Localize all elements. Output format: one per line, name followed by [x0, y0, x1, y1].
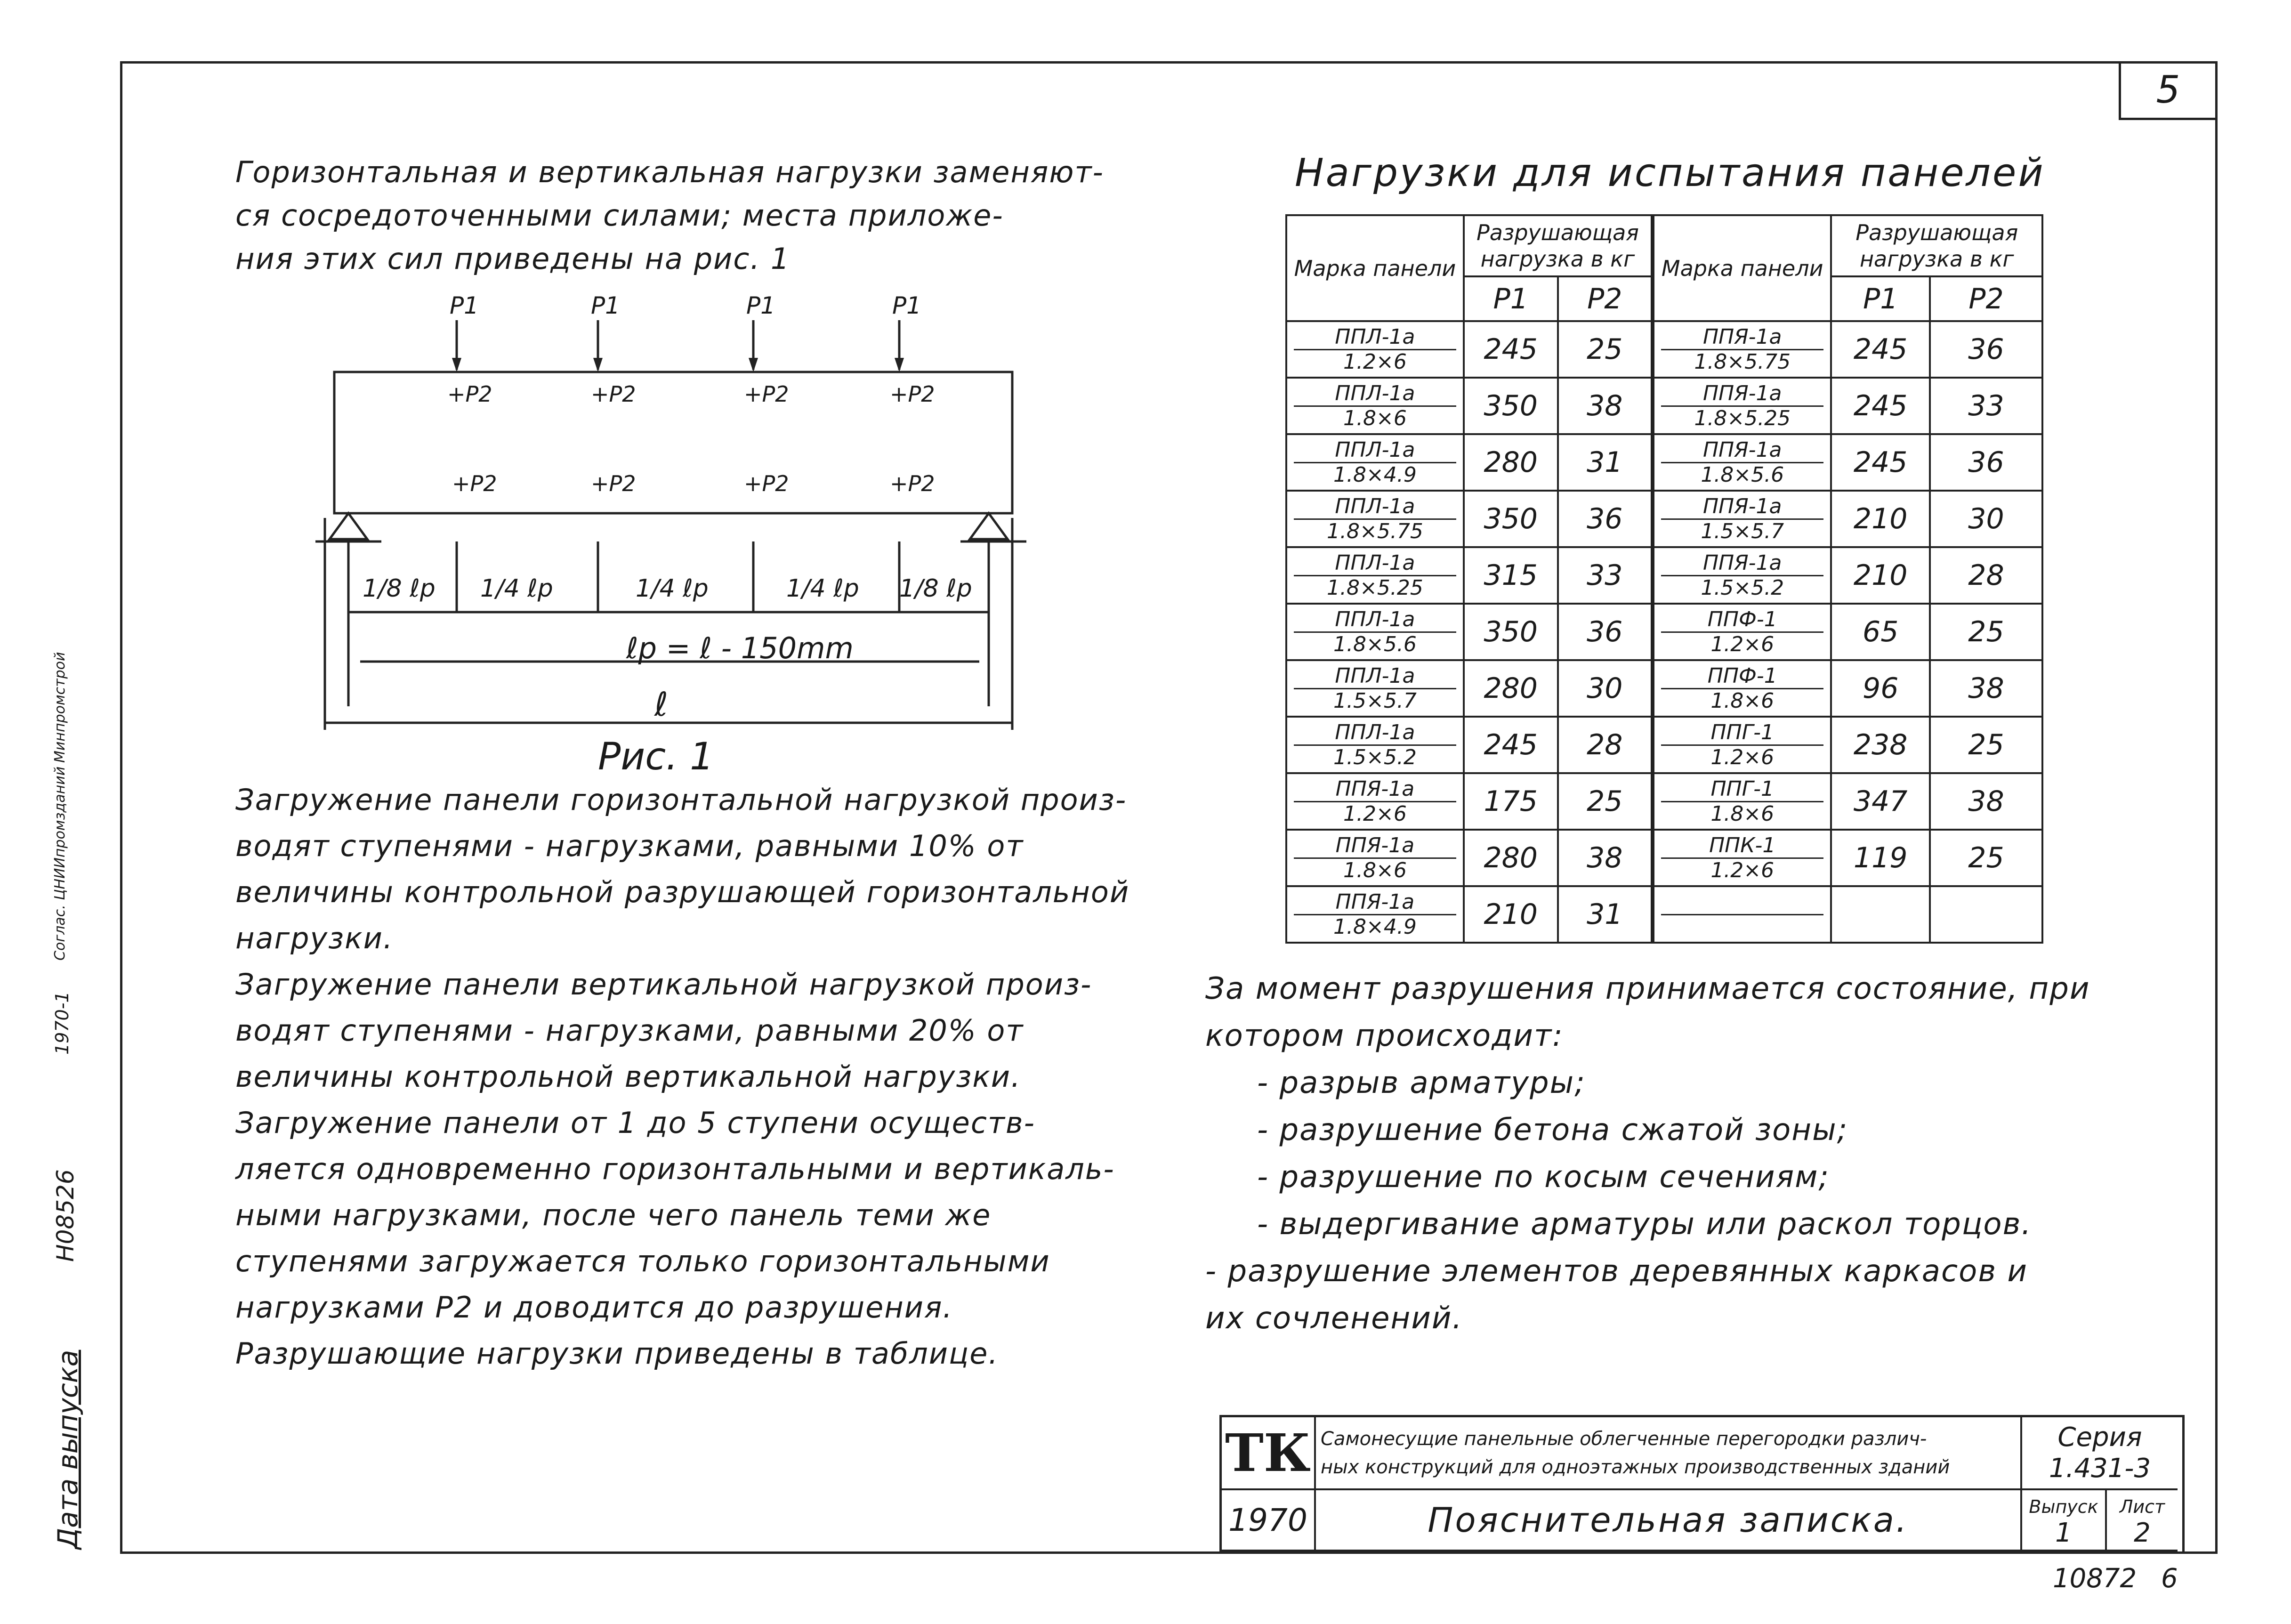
series-value: 1.431-3 [2049, 1453, 2151, 1484]
arrowhead-2 [593, 358, 603, 372]
load-p2-cell: 31 [1558, 886, 1652, 943]
table-row [1286, 660, 1652, 717]
stamp-title-line: Самонесущие панельные облегченные перегородки различ- [1321, 1428, 1927, 1450]
panel-mark-cell [1286, 886, 1464, 943]
panel-mark: ППК-1 [1661, 834, 1823, 859]
load-p2-cell: 25 [1930, 717, 2042, 773]
panel-mark-cell [1654, 491, 1831, 547]
panel-size: 1.8×4.9 [1333, 914, 1417, 939]
issue-value: 1 [2055, 1518, 2072, 1548]
stamp-issue [2022, 1490, 2107, 1551]
panel-mark: ППФ-1 [1661, 608, 1823, 633]
panel-size: 1.2×6 [1343, 349, 1407, 374]
approval-note-a: Соглас. ЦНИИпромзданий [52, 766, 68, 961]
table-row [1654, 547, 2042, 604]
table-row [1654, 321, 2042, 378]
procedure-line: Разрушающие нагрузки приведены в таблице. [235, 1336, 999, 1371]
panel-mark: ППЯ-1а [1661, 551, 1823, 576]
panel-mark: ППЛ-1а [1294, 382, 1456, 407]
table-row [1286, 830, 1652, 886]
lp-dimension-label: ℓp = ℓ - 150mm [626, 631, 854, 665]
table-row [1286, 547, 1652, 604]
panel-size: 1.5×5.2 [1333, 745, 1417, 769]
failure-line: За момент разрушения принимается состояние, при [1205, 971, 2090, 1006]
table-row [1286, 773, 1652, 830]
panel-mark-cell [1286, 604, 1464, 660]
procedure-paragraph [235, 777, 1129, 1377]
failure-line: котором происходит: [1205, 1018, 1564, 1053]
intro-line: ния этих сил приведены на рис. 1 [235, 242, 791, 276]
release-number: Н08526 [52, 1169, 79, 1262]
panel-mark: ППЯ-1а [1294, 777, 1456, 802]
header-mark: Марка панели [1286, 215, 1464, 321]
failure-line: - разрушение элементов деревянных каркасов и [1205, 1254, 2028, 1289]
table-row [1286, 604, 1652, 660]
load-p2-cell: 38 [1930, 660, 2042, 717]
release-date-label: Дата выпуска [52, 1349, 84, 1549]
segment-label: 1/4 ℓp [480, 574, 553, 603]
procedure-line: Загружение панели вертикальной нагрузкой произ- [235, 967, 1092, 1002]
panel-mark: ППЛ-1а [1294, 438, 1456, 463]
table-row [1654, 717, 2042, 773]
panel-mark-cell [1286, 660, 1464, 717]
panel-size: 1.8×5.75 [1327, 519, 1423, 543]
panel-mark: ППЛ-1а [1294, 325, 1456, 350]
panel-force-label: +P2 [452, 471, 497, 496]
intro-line: ся сосредоточенными силами; места приложе- [235, 198, 1004, 233]
load-p1-cell: 210 [1831, 491, 1929, 547]
load-p1-cell: 245 [1464, 717, 1558, 773]
panel-mark-cell [1286, 773, 1464, 830]
arrowhead-1 [452, 358, 461, 372]
panel-size: 1.5×5.7 [1333, 688, 1417, 713]
load-p2-cell: 25 [1558, 321, 1652, 378]
load-p2-cell: 28 [1930, 547, 2042, 604]
right-support-icon [970, 513, 1008, 539]
procedure-line: нагрузки. [235, 921, 394, 955]
panel-mark: ППЯ-1а [1661, 382, 1823, 407]
load-p2-cell: 36 [1558, 604, 1652, 660]
arrowhead-3 [749, 358, 758, 372]
force-label-p1: P1 [746, 292, 775, 319]
panel-mark-cell [1654, 547, 1831, 604]
panel-mark-cell [1654, 434, 1831, 491]
table-row [1654, 773, 2042, 830]
load-p2-cell: 30 [1930, 491, 2042, 547]
panel-mark-cell [1654, 321, 1831, 378]
load-p2-cell: 33 [1558, 547, 1652, 604]
load-p1-cell: 245 [1831, 378, 1929, 434]
intro-paragraph [235, 151, 1104, 281]
left-support-icon [330, 513, 367, 539]
load-p2-cell: 31 [1558, 434, 1652, 491]
panel-mark: ППГ-1 [1661, 721, 1823, 746]
l-dimension-label: ℓ [654, 685, 668, 724]
panel-mark-cell [1286, 547, 1464, 604]
panel-mark: ППЯ-1а [1661, 438, 1823, 463]
segment-label: 1/4 ℓp [786, 574, 859, 603]
panel-mark: ППЯ-1а [1294, 890, 1456, 915]
panel-mark-cell [1654, 830, 1831, 886]
procedure-line: величины контрольной разрушающей горизонтальной [235, 875, 1130, 909]
table-row [1654, 604, 2042, 660]
panel-size: 1.8×5.25 [1694, 406, 1791, 430]
figure-caption: Рис. 1 [598, 735, 714, 778]
failure-line: их сочленений. [1205, 1301, 1463, 1336]
load-p1-cell: 347 [1831, 773, 1929, 830]
load-p2-cell: 38 [1558, 378, 1652, 434]
load-p1-cell: 65 [1831, 604, 1929, 660]
header-p2: P2 [1558, 276, 1652, 321]
panel-mark: ППФ-1 [1661, 664, 1823, 689]
panel-mark-cell [1286, 491, 1464, 547]
failure-line: - выдергивание арматуры или раскол торцов. [1257, 1207, 2032, 1242]
procedure-line: водят ступенями - нагрузками, равными 10% от [235, 829, 1024, 863]
panel-size: 1.8×5.25 [1327, 575, 1423, 600]
load-p2-cell [1930, 886, 2042, 943]
panel-force-label: +P2 [890, 471, 935, 496]
force-label-p1: P1 [450, 292, 479, 319]
procedure-line: нагрузками P2 и доводится до разрушения. [235, 1290, 953, 1325]
loads-table-left [1285, 214, 1653, 944]
panel-mark [1661, 914, 1823, 915]
load-p2-cell: 38 [1930, 773, 2042, 830]
table-row [1654, 491, 2042, 547]
procedure-line: водят ступенями - нагрузками, равными 20% от [235, 1013, 1024, 1048]
table-row [1654, 886, 2042, 943]
procedure-line: величины контрольной вертикальной нагрузки. [235, 1059, 1021, 1094]
force-label-p1: P1 [591, 292, 620, 319]
panel-mark-cell [1654, 773, 1831, 830]
load-p2-cell: 28 [1558, 717, 1652, 773]
panel-size: 1.8×4.9 [1333, 462, 1417, 487]
failure-line: - разрушение бетона сжатой зоны; [1257, 1113, 1848, 1147]
panel-force-label: +P2 [447, 381, 492, 407]
table-row [1286, 434, 1652, 491]
panel-mark: ППЛ-1а [1294, 495, 1456, 520]
panel-mark: ППЛ-1а [1294, 664, 1456, 689]
sheet-value: 2 [2134, 1518, 2151, 1548]
load-p2-cell: 25 [1930, 604, 2042, 660]
segment-label: 1/8 ℓp [363, 574, 436, 603]
load-p2-cell: 30 [1558, 660, 1652, 717]
table-row [1654, 434, 2042, 491]
panel-size: 1.8×6 [1710, 801, 1775, 826]
load-p1-cell: 245 [1464, 321, 1558, 378]
panel-force-label: +P2 [744, 381, 789, 407]
header-p1: P1 [1464, 276, 1558, 321]
stamp-doc-name: Пояснительная записка. [1316, 1490, 2022, 1551]
load-p1-cell: 245 [1831, 321, 1929, 378]
panel-mark: ППЛ-1а [1294, 551, 1456, 576]
intro-line: Горизонтальная и вертикальная нагрузки заменяют- [235, 155, 1104, 189]
stamp-series [2022, 1417, 2178, 1490]
procedure-line: ными нагрузками, после чего панель теми же [235, 1198, 992, 1232]
header-p2: P2 [1930, 276, 2042, 321]
load-p1-cell: 210 [1464, 886, 1558, 943]
panel-size: 1.8×5.75 [1694, 349, 1791, 374]
force-label-p1: P1 [892, 292, 921, 319]
panel-mark-cell [1286, 830, 1464, 886]
load-p2-cell: 38 [1558, 830, 1652, 886]
table-title: Нагрузки для испытания панелей [1295, 151, 2045, 195]
segment-label: 1/4 ℓp [636, 574, 709, 603]
panel-size: 1.2×6 [1710, 858, 1775, 882]
panel-mark: ППЯ-1а [1661, 325, 1823, 350]
sheet-number: 5 [2119, 61, 2215, 120]
panel-size: 1.8×6 [1343, 406, 1407, 430]
title-block [1219, 1415, 2185, 1551]
load-p2-cell: 25 [1558, 773, 1652, 830]
panel-mark: ППЛ-1а [1294, 608, 1456, 633]
table-row [1286, 378, 1652, 434]
arrowhead-4 [895, 358, 904, 372]
load-p1-cell: 119 [1831, 830, 1929, 886]
stamp-sheet [2107, 1490, 2178, 1551]
loads-table-right [1653, 214, 2043, 944]
load-p1-cell: 175 [1464, 773, 1558, 830]
table-row [1286, 321, 1652, 378]
load-p1-cell: 238 [1831, 717, 1929, 773]
panel-size: 1.2×6 [1343, 801, 1407, 826]
failure-line: - разрыв арматуры; [1257, 1066, 1586, 1100]
panel-size: 1.8×5.6 [1333, 632, 1417, 656]
panel-mark-cell [1654, 378, 1831, 434]
panel-size: 1.8×6 [1343, 858, 1407, 882]
archive-number: 10872 [2053, 1563, 2137, 1594]
panel-mark-cell [1654, 717, 1831, 773]
approval-note-b: Минпромстрой [52, 652, 68, 763]
panel-size: 1.5×5.7 [1701, 519, 1784, 543]
panel-mark-cell [1654, 604, 1831, 660]
header-mark: Марка панели [1654, 215, 1831, 321]
load-p1-cell: 315 [1464, 547, 1558, 604]
panel-mark-cell [1286, 434, 1464, 491]
header-load: Разрушающая нагрузка в кг [1831, 215, 2042, 276]
panel-mark: ППЯ-1а [1294, 834, 1456, 859]
series-label: Серия [2057, 1422, 2142, 1453]
procedure-line: ступенями загружается только горизонтальными [235, 1244, 1050, 1278]
panel-size: 1.8×6 [1710, 688, 1775, 713]
table-row [1286, 886, 1652, 943]
stamp-logo: ТК [1222, 1417, 1316, 1490]
year-note: 1970-1 [52, 991, 73, 1055]
header-p1: P1 [1831, 276, 1929, 321]
sheet-label: Лист [2119, 1496, 2165, 1517]
stamp-title-line: ных конструкций для одноэтажных производственных зданий [1321, 1456, 1950, 1478]
failure-criteria [1205, 965, 2090, 1342]
panel-force-label: +P2 [591, 471, 636, 496]
panel-size: 1.2×6 [1710, 745, 1775, 769]
table-row [1654, 378, 2042, 434]
load-p1-cell: 350 [1464, 604, 1558, 660]
issue-label: Выпуск [2029, 1496, 2098, 1517]
panel-mark: ППГ-1 [1661, 777, 1823, 802]
stamp-title [1316, 1417, 2022, 1490]
table-row [1654, 830, 2042, 886]
load-p1-cell: 280 [1464, 830, 1558, 886]
load-p2-cell: 25 [1930, 830, 2042, 886]
panel-size: 1.2×6 [1710, 632, 1775, 656]
panel-mark-cell [1654, 660, 1831, 717]
load-p2-cell: 36 [1558, 491, 1652, 547]
load-p1-cell: 280 [1464, 660, 1558, 717]
panel-mark-cell [1654, 886, 1831, 943]
load-p1-cell: 245 [1831, 434, 1929, 491]
load-p1-cell: 350 [1464, 378, 1558, 434]
load-p2-cell: 36 [1930, 434, 2042, 491]
load-p1-cell [1831, 886, 1929, 943]
load-p1-cell: 350 [1464, 491, 1558, 547]
procedure-line: ляется одновременно горизонтальными и вертикаль- [235, 1152, 1115, 1186]
load-p1-cell: 96 [1831, 660, 1929, 717]
panel-force-label: +P2 [890, 381, 935, 407]
table-row [1654, 660, 2042, 717]
table-row [1286, 491, 1652, 547]
panel-size: 1.8×5.6 [1701, 462, 1784, 487]
procedure-line: Загружение панели горизонтальной нагрузкой произ- [235, 783, 1127, 817]
panel-mark: ППЯ-1а [1661, 495, 1823, 520]
load-p1-cell: 280 [1464, 434, 1558, 491]
procedure-line: Загружение панели от 1 до 5 ступени осуществ- [235, 1106, 1035, 1140]
load-p2-cell: 36 [1930, 321, 2042, 378]
panel-force-label: +P2 [744, 471, 789, 496]
segment-label: 1/8 ℓp [899, 574, 972, 603]
page-mark: 6 [2161, 1563, 2178, 1594]
panel-force-label: +P2 [591, 381, 636, 407]
stamp-year: 1970 [1222, 1490, 1316, 1551]
failure-line: - разрушение по косым сечениям; [1257, 1160, 1830, 1195]
load-p2-cell: 33 [1930, 378, 2042, 434]
panel-size: 1.5×5.2 [1701, 575, 1784, 600]
panel-mark-cell [1286, 717, 1464, 773]
table-row [1286, 717, 1652, 773]
panel-mark-cell [1286, 321, 1464, 378]
panel-mark-cell [1286, 378, 1464, 434]
load-diagram [311, 283, 1036, 753]
load-p1-cell: 210 [1831, 547, 1929, 604]
panel-mark: ППЛ-1а [1294, 721, 1456, 746]
header-load: Разрушающая нагрузка в кг [1464, 215, 1652, 276]
